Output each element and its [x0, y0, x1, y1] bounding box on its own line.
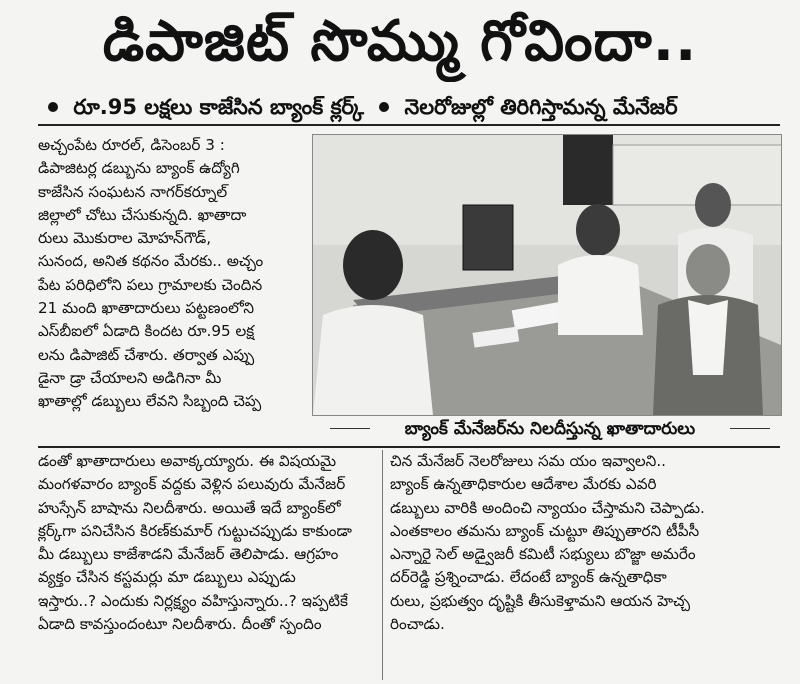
- text-line: హుస్సేన్ బాషాను నిలదీశారు. అయితే ఇదే బ్యాంక్‌లో: [38, 498, 341, 517]
- photo-caption: బ్యాంక్ మేనేజర్‌ను నిలదీస్తున్న ఖాతాదారులు: [380, 414, 720, 444]
- text-line: లను డిపాజిట్ చేశారు. తర్వాత ఎప్పు: [38, 345, 255, 364]
- text-line: ఏడాది కావస్తుందంటూ నిలదీశారు. దీంతో స్పందిం: [38, 615, 322, 634]
- subhead-1: రూ.95 లక్షలు కాజేసిన బ్యాంక్ క్లర్క్: [73, 95, 364, 119]
- text-line: బ్యాంక్ ఉన్నతాధికారుల ఆదేశాల మేరకు ఎవరి: [390, 475, 657, 494]
- bullet-icon: [48, 102, 58, 112]
- headline: డిపాజిట్ సొమ్ము గోవిందా..: [102, 9, 698, 74]
- text-line: రించాడు.: [390, 615, 445, 634]
- article-bottom-left: [38, 450, 378, 636]
- text-line: డబ్బులు వారికి అందించి న్యాయం చేస్తామని చెప్పాడు.: [390, 498, 705, 517]
- text-line: అచ్చంపేట రూరల్, డిసెంబర్ 3 :: [38, 136, 225, 154]
- text-line: ఖాతాల్లో డబ్బులు లేవని సిబ్బంది చెప్ప: [38, 392, 262, 411]
- text-line: చిన మేనేజర్ నెలరోజులు సమ యం ఇవ్వాలని..: [390, 452, 667, 470]
- divider-top: [38, 124, 780, 126]
- text-line: రులు, ప్రభుత్వం దృష్టికి తీసుకెళ్తామని ఆయన హెచ్చ: [390, 591, 691, 610]
- text-line: పేట పరిధిలోని పలు గ్రామాలకు చెందిన: [38, 275, 263, 294]
- text-line: రులు మొకురాల మోహన్‌గౌడ్,: [38, 229, 212, 248]
- article-bottom-right: [390, 450, 780, 636]
- column-divider: [382, 450, 383, 680]
- text-line: దర్‌రెడ్డి ప్రశ్నించాడు. లేదంటే బ్యాంక్ ఉన్నతాధికా: [390, 568, 667, 587]
- news-photo: [312, 134, 782, 416]
- article-left-column: [38, 134, 300, 414]
- photo-illustration: [313, 135, 781, 415]
- text-line: 21 మంది ఖాతాదారులు పట్టణంలోని: [38, 299, 255, 318]
- subhead-2: నెలరోజుల్లో తిరిగిస్తామన్న మేనేజర్: [404, 95, 678, 119]
- subheads: [40, 92, 780, 122]
- text-line: క్లర్క్‌గా పనిచేసిన కిరణ్‌కుమార్ గుట్టుచప్పుడు కాకుండా: [38, 521, 352, 540]
- text-line: ఇస్తారు..? ఎందుకు నిర్లక్ష్యం వహిస్తున్నారు..? ఇప్పటికే: [38, 591, 348, 610]
- text-line: ఎస్‌బీఐలో ఏడాది కిందట రూ.95 లక్ష: [38, 322, 255, 341]
- bullet-icon: [379, 102, 389, 112]
- divider-bottom: [38, 446, 780, 448]
- text-line: కాజేసిన సంఘటన నాగర్‌కర్నూల్: [38, 182, 228, 201]
- text-line: డైనా డ్రా చేయాలని అడిగినా మీ: [38, 368, 222, 387]
- text-line: ఎన్నారై సెల్ అడ్వైజరీ కమిటీ సభ్యులు బొజ్జా అమరేం: [390, 545, 696, 564]
- text-line: మంగళవారం బ్యాంక్ వద్దకు వెళ్లిన పలువురు మేనేజర్: [38, 475, 346, 494]
- text-line: వ్యక్తం చేసిన కస్టమర్లు మా డబ్బులు ఎప్పుడు: [38, 568, 296, 587]
- text-line: ఎంతకాలం తమను బ్యాంక్ చుట్టూ తిప్పుతారని టీపీసీ: [390, 521, 700, 540]
- text-line: డిపాజిటర్ల డబ్బును బ్యాంక్ ఉద్యోగి: [38, 159, 240, 178]
- text-line: జిల్లాలో చోటు చేసుకున్నది. ఖాతాదా: [38, 205, 247, 224]
- text-line: మీ డబ్బులు కాజేశాడని మేనేజర్ తెలిపాడు. ఆగ్రహం: [38, 545, 339, 564]
- text-line: సునంద, అనిత కథనం మేరకు.. అచ్చం: [38, 252, 264, 271]
- text-line: డంతో ఖాతాదారులు అవాక్కయ్యారు. ఈ విషయమై: [38, 452, 337, 470]
